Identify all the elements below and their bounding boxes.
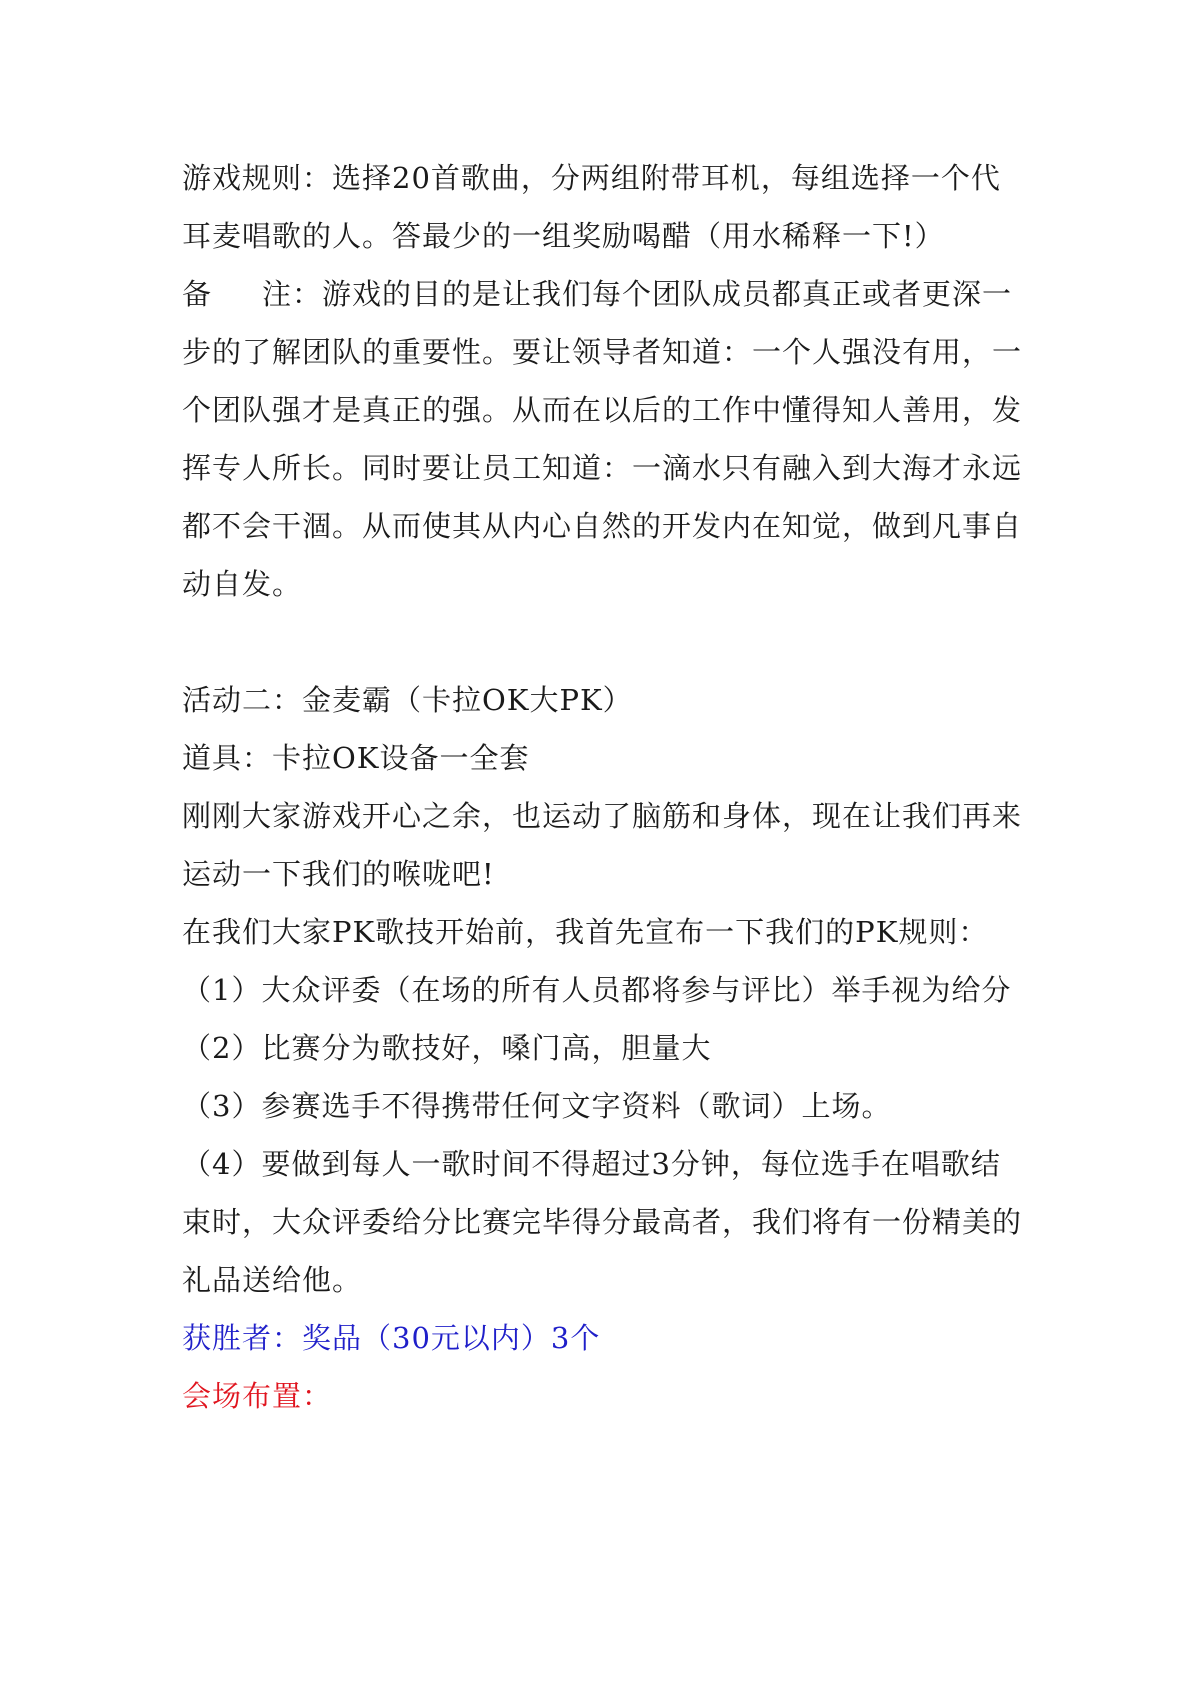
note-line-4: 挥专人所长。同时要让员工知道：一滴水只有融入到大海才永远: [182, 451, 1023, 485]
rule-4-line-1: （4）要做到每人一歌时间不得超过3分钟，每位选手在唱歌结: [182, 1147, 1001, 1181]
props-line: 道具：卡拉OK设备一全套: [182, 741, 530, 775]
venue-setup-heading: 会场布置：: [182, 1379, 333, 1413]
rule-4-line-3: 礼品送给他。: [182, 1263, 363, 1297]
intro-line-2: 运动一下我们的喉咙吧!: [182, 857, 495, 891]
note-text: 注：游戏的目的是让我们每个团队成员都真正或者更深一: [262, 277, 1013, 311]
note-line-6: 动自发。: [182, 567, 303, 601]
winner-prize-line: 获胜者：奖品（30元以内）3个: [182, 1321, 601, 1355]
note-line-2: 步的了解团队的重要性。要让领导者知道：一个人强没有用，一: [182, 335, 1023, 369]
note-label: 备: [182, 277, 213, 311]
note-line-5: 都不会干涸。从而使其从内心自然的开发内在知觉，做到凡事自: [182, 509, 1023, 543]
game-rules-line-2: 耳麦唱歌的人。答最少的一组奖励喝醋（用水稀释一下!）: [182, 219, 945, 253]
rules-intro-line: 在我们大家PK歌技开始前，我首先宣布一下我们的PK规则：: [182, 915, 989, 949]
note-line-1: [182, 274, 1012, 314]
intro-line-1: 刚刚大家游戏开心之余，也运动了脑筋和身体，现在让我们再来: [182, 799, 1023, 833]
activity-two-heading: 活动二：金麦霸（卡拉OK大PK）: [182, 683, 633, 717]
rule-2: （2）比赛分为歌技好，嗓门高，胆量大: [182, 1031, 712, 1065]
note-line-3: 个团队强才是真正的强。从而在以后的工作中懂得知人善用，发: [182, 393, 1023, 427]
rule-4-line-2: 束时，大众评委给分比赛完毕得分最高者，我们将有一份精美的: [182, 1205, 1023, 1239]
game-rules-line-1: 游戏规则：选择20首歌曲，分两组附带耳机，每组选择一个代: [182, 161, 1001, 195]
rule-1: （1）大众评委（在场的所有人员都将参与评比）举手视为给分: [182, 973, 1012, 1007]
rule-3: （3）参赛选手不得携带任何文字资料（歌词）上场。: [182, 1089, 892, 1123]
